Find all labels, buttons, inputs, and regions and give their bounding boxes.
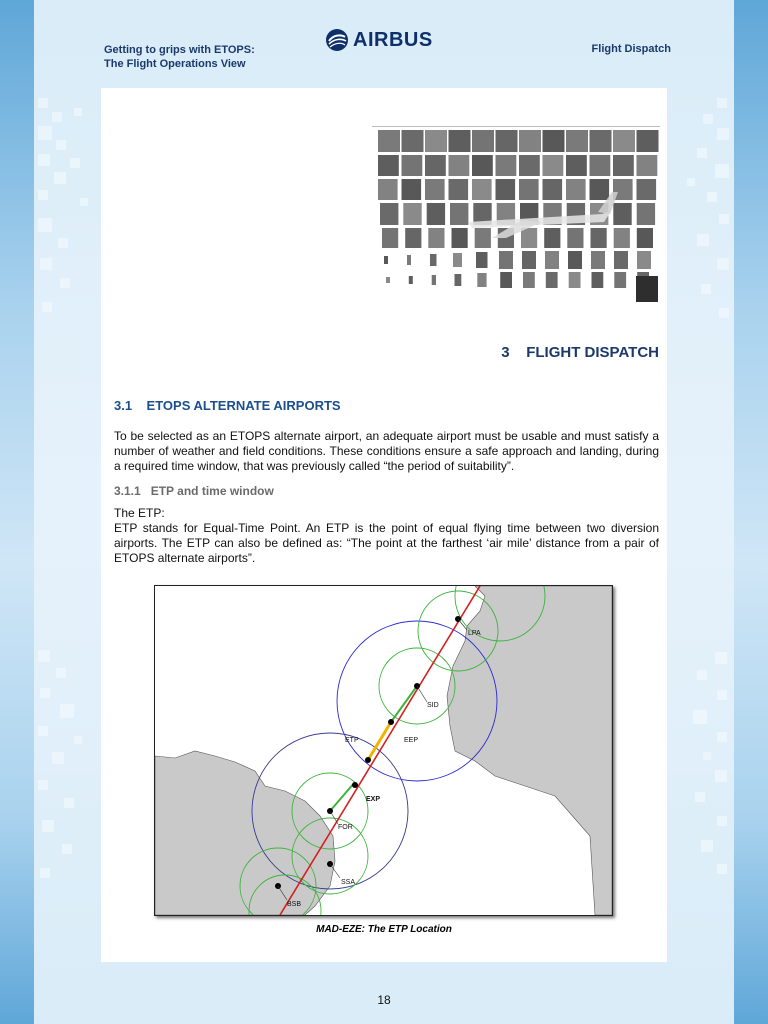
label-etp: ETP [345, 737, 359, 744]
mosaic-tile [637, 130, 659, 152]
mosaic-tile [613, 203, 631, 225]
mosaic-tile [476, 252, 488, 268]
mosaic-tile [380, 203, 398, 225]
mosaic-tile [566, 130, 588, 152]
mosaic-tile [543, 130, 565, 152]
etp-point [365, 757, 371, 763]
mosaic-tile [402, 179, 422, 200]
mosaic-tile [544, 228, 560, 248]
section-title: ETOPS ALTERNATE AIRPORTS [146, 398, 341, 413]
mosaic-tile [378, 130, 400, 152]
mosaic-tile [590, 130, 612, 152]
mosaic-tile [407, 255, 411, 265]
mosaic-tile [567, 228, 583, 248]
section-heading-3-1 [114, 398, 341, 413]
exp-point [352, 782, 358, 788]
etp-map-figure [154, 585, 613, 916]
chapter-title: FLIGHT DISPATCH [526, 344, 659, 361]
mosaic-tile [590, 179, 610, 200]
document-title-line-2: The Flight Operations View [104, 58, 246, 70]
mosaic-tile [523, 272, 535, 288]
subsection-title: ETP and time window [150, 484, 274, 498]
chapter-heading [501, 344, 659, 361]
eep-point [388, 719, 394, 725]
airbus-wordmark: AIRBUS [353, 28, 433, 51]
mosaic-tile [425, 179, 445, 200]
mosaic-tile [409, 276, 413, 284]
mosaic-tile [425, 130, 447, 152]
mosaic-tile [614, 228, 630, 248]
mosaic-tile [425, 155, 446, 176]
mosaic-tile [569, 272, 581, 288]
label-lpa: LPA [468, 630, 481, 637]
mosaic-tile [566, 179, 586, 200]
label-sid: SID [427, 702, 439, 709]
mosaic-tile [472, 179, 492, 200]
mosaic-tile [591, 251, 605, 269]
mosaic-tile [378, 179, 398, 200]
mosaic-tile [545, 251, 559, 269]
chapter-number: 3 [501, 344, 510, 361]
document-title [104, 43, 255, 71]
content-area [101, 88, 667, 962]
mosaic-tile [449, 179, 469, 200]
mosaic-tile [449, 155, 470, 176]
mosaic-tile [637, 179, 657, 200]
airbus-logo [325, 26, 433, 54]
etp-intro: The ETP: [114, 506, 165, 520]
label-for: FOR [338, 824, 353, 831]
mosaic-tile [499, 251, 513, 269]
mosaic-tile [637, 155, 658, 176]
mosaic-tile [591, 228, 607, 248]
mosaic-tile [636, 276, 658, 302]
mosaic-tile [405, 228, 421, 248]
mosaic-tile [475, 228, 491, 248]
mosaic-tile [637, 251, 651, 269]
mosaic-tile [519, 179, 539, 200]
airplane-mosaic-image [372, 126, 660, 304]
mosaic-tile [543, 155, 564, 176]
subsection-number: 3.1.1 [114, 484, 141, 498]
mosaic-tile [378, 155, 399, 176]
mosaic-tile [637, 203, 655, 225]
decorative-pattern-left-bottom [34, 640, 101, 900]
mosaic-tile [428, 228, 444, 248]
mosaic-tile [613, 130, 635, 152]
mosaic-tile [403, 203, 421, 225]
etp-definition-paragraph: ETP stands for Equal-Time Point. An ETP is the point of equal flying time between two diversion airports. The ETP can also be defined as: “The point at the farthest ‘air mile’ distance from a pair of ETOPS alternate airports”. [114, 521, 659, 565]
mosaic-tile [543, 179, 563, 200]
section-label: Flight Dispatch [591, 43, 671, 55]
mosaic-tile [592, 272, 604, 288]
mosaic-tile [614, 251, 628, 269]
label-eep: EEP [404, 737, 419, 744]
label-bsb: BSB [287, 901, 302, 908]
section-number: 3.1 [114, 398, 133, 413]
mosaic-tile [519, 130, 541, 152]
mosaic-tile [386, 277, 390, 283]
mosaic-tile [613, 155, 634, 176]
mosaic-tile [472, 155, 493, 176]
mosaic-tile [455, 274, 462, 286]
mosaic-tile [500, 272, 512, 288]
section-heading-3-1-1 [114, 484, 274, 498]
mosaic-tile [427, 203, 445, 225]
mosaic-tile [453, 253, 462, 267]
figure-caption: MAD-EZE: The ETP Location [316, 924, 452, 935]
mosaic-tile [402, 155, 423, 176]
mosaic-tile [449, 130, 471, 152]
mosaic-tile [477, 273, 486, 287]
page-header [0, 0, 768, 88]
mosaic-tile [519, 155, 540, 176]
mosaic-tile [521, 228, 537, 248]
mosaic-tile [472, 130, 494, 152]
mosaic-tile [432, 275, 436, 285]
mosaic-tile [637, 228, 653, 248]
mosaic-tile [566, 155, 587, 176]
mosaic-tile [382, 228, 398, 248]
airbus-emblem-icon [325, 28, 349, 52]
mosaic-tile [568, 251, 582, 269]
mosaic-tile [496, 179, 516, 200]
decorative-pattern-right-bottom [667, 640, 734, 900]
mosaic-tile [496, 155, 517, 176]
mosaic-tile [590, 155, 611, 176]
document-title-line-1: Getting to grips with ETOPS: [104, 44, 255, 56]
mosaic-tile [452, 228, 468, 248]
decorative-pattern-right-top [667, 88, 734, 348]
label-ssa: SSA [341, 879, 356, 886]
label-exp: EXP [366, 796, 381, 803]
mosaic-tile [430, 254, 437, 266]
mosaic-tile [614, 272, 626, 288]
mosaic-tile [546, 272, 558, 288]
page-number: 18 [377, 993, 391, 1007]
mosaic-tile [384, 256, 388, 264]
section-3-1-paragraph: To be selected as an ETOPS alternate airport, an adequate airport must be usable and must satisfy a number of weather and field conditions. These conditions ensure a safe approach and landing, during a required time window, that was previously called “the period of suitability”. [114, 429, 659, 473]
mosaic-tile [522, 251, 536, 269]
mosaic-tile [402, 130, 424, 152]
mosaic-tile [496, 130, 518, 152]
mosaic-tile [450, 203, 468, 225]
